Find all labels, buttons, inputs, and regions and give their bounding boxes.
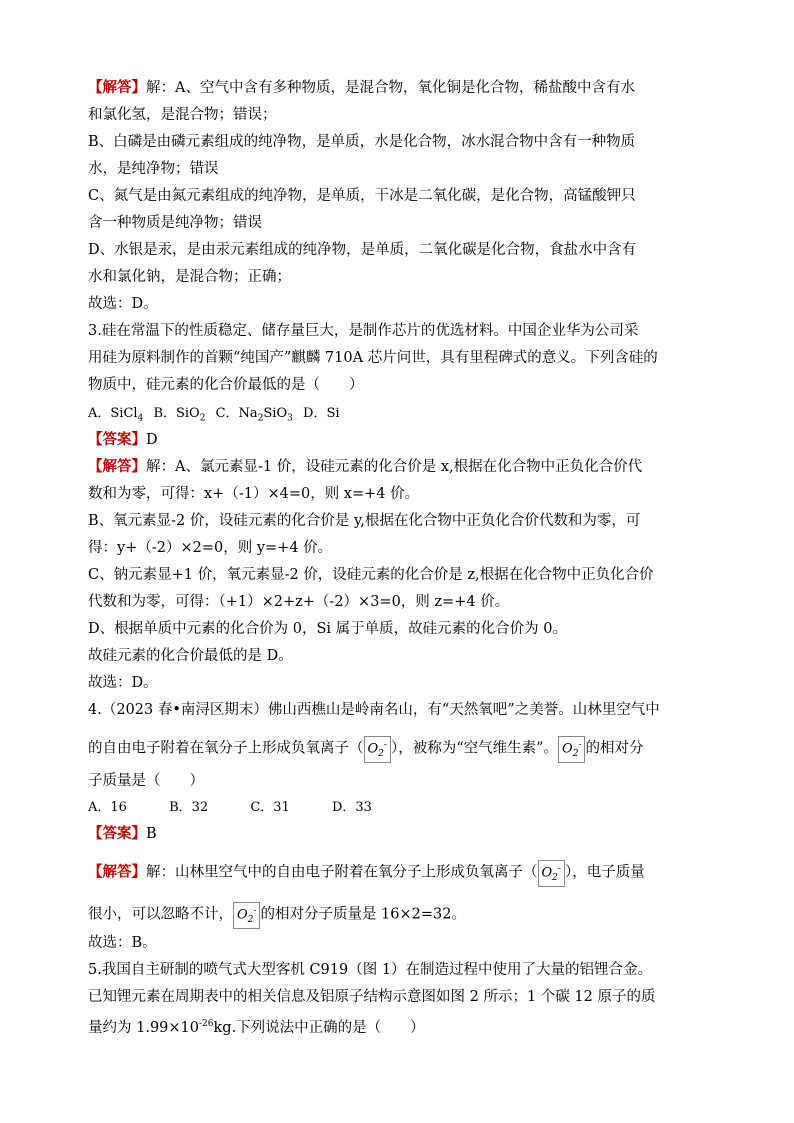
oxygen-ion-formula: $O_2^-$ [233,902,260,929]
solution-line: 故选：D。 [88,296,158,312]
question-3-text: 3.硅在常温下的性质稳定、储存量巨大，是制作芯片的优选材料。中国企业华为公司采 [88,323,639,339]
solution-line: 故硅元素的化合价最低的是 D。 [88,648,293,664]
option-a: A．SiCl$_4$ [88,406,144,424]
solution-line: 很小，可以忽略不计， $O_2^-$ 的相对分子质量是 16×2=32。 [88,902,466,929]
question-5-text: 已知锂元素在周期表中的相关信息及铝原子结构示意图如图 2 所示；1 个碳 12 原子的质 [88,989,656,1005]
answer-tag: 【答案】 [88,431,146,448]
question-3-text: 物质中，硅元素的化合价最低的是（ ） [88,377,364,393]
solution-line: 和氯化氢，是混合物；错误； [88,107,277,123]
solution-line: 数和为零，可得：x+（-1）×4=0，则 x=+4 价。 [88,486,420,502]
solution-line: C、氮气是由氮元素组成的纯净物，是单质，干冰是二氧化碳，是化合物，高锰酸钾只 [88,188,636,204]
answer-line [88,824,157,844]
solution-line: 故选：D。 [88,675,158,691]
solution-line: C、钠元素显+1 价，氧元素显-2 价，设硅元素的化合价是 z,根据在化合物中正负化合价 [88,567,654,583]
oxygen-ion-formula: $O_2^-$ [558,736,585,763]
option-d: D．33 [331,800,372,815]
solution-tag: 【解答】 [88,458,146,475]
solution-line: 【解答】解：山林里空气中的自由电子附着在氧分子上形成负氧离子（ $O_2^-$ ），电子质量 [88,860,645,887]
option-a: A．16 [88,800,127,815]
question-4-text: 子质量是（ ） [88,773,204,789]
oxygen-ion-formula: $O_2^-$ [364,736,391,763]
answer-line [88,430,158,450]
solution-line: 水，是纯净物；错误 [88,161,219,177]
solution-line: B、白磷是由磷元素组成的纯净物，是单质，水是化合物，冰水混合物中含有一种物质 [88,134,636,150]
option-c: C．31 [250,800,290,815]
solution-line: 得：y+（-2）×2=0，则 y=+4 价。 [88,540,333,556]
question-5-text: 量约为 $1.99\times 10^{-26}kg$.下列说法中正确的是（ ） [88,1019,425,1036]
text: 解：A、空气中含有多种物质，是混合物，氧化铜是化合物，稀盐酸中含有水 [146,80,635,96]
option-b: B．32 [169,800,209,815]
solution-line: 含一种物质是纯净物；错误 [88,215,262,231]
question-3-text: 用硅为原料制作的首颗“纯国产”麒麟 710A 芯片问世，具有里程碑式的意义。下列含硅的 [88,350,658,366]
solution-line: 水和氯化钠，是混合物；正确； [88,269,291,285]
solution-line [88,457,642,477]
question-3-options [88,404,346,429]
solution-line: 故选：B。 [88,935,157,951]
oxygen-ion-formula: $O_2^-$ [538,860,565,887]
question-5-text: 5.我国自主研制的喷气式大型客机 C919（图 1）在制造过程中使用了大量的铝锂合金。 [88,962,653,978]
answer-tag: 【答案】 [88,825,146,842]
solution-line: 代数和为零，可得：（+1）×2+z+（-2）×3=0，则 z=+4 价。 [88,594,510,610]
question-4-text: 4.（2023 春•南浔区期末）佛山西樵山是岭南名山，有“天然氧吧”之美誉。山林里空气中 [88,702,660,718]
solution-line: D、根据单质中元素的化合价为 0，Si 属于单质，故硅元素的化合价为 0。 [88,621,567,637]
text: 解：A、氯元素显-1 价，设硅元素的化合价是 x,根据在化合物中正负化合价代 [146,459,643,475]
solution-tag: 【解答】 [88,863,146,881]
question-4-text: 的自由电子附着在氧分子上形成负氧离子（ $O_2^-$ ），被称为“空气维生素”。 $O_2^-$ 的相对分 [88,736,643,763]
option-c: C．$Na_2SiO_3$ [215,406,293,424]
solution-line [88,78,635,98]
option-b: B．SiO$_2$ [153,406,206,424]
answer-value: B [146,826,157,842]
solution-line: B、氧元素显-2 价，设硅元素的化合价是 y,根据在化合物中正负化合价代数和为零，可 [88,513,641,529]
option-d: D．Si [303,406,340,421]
question-4-options [88,798,410,818]
solution-tag: 【解答】 [88,79,146,96]
answer-value: D [146,432,158,448]
solution-line: D、水银是汞，是由汞元素组成的纯净物，是单质，二氧化碳是化合物，食盐水中含有 [88,242,637,258]
